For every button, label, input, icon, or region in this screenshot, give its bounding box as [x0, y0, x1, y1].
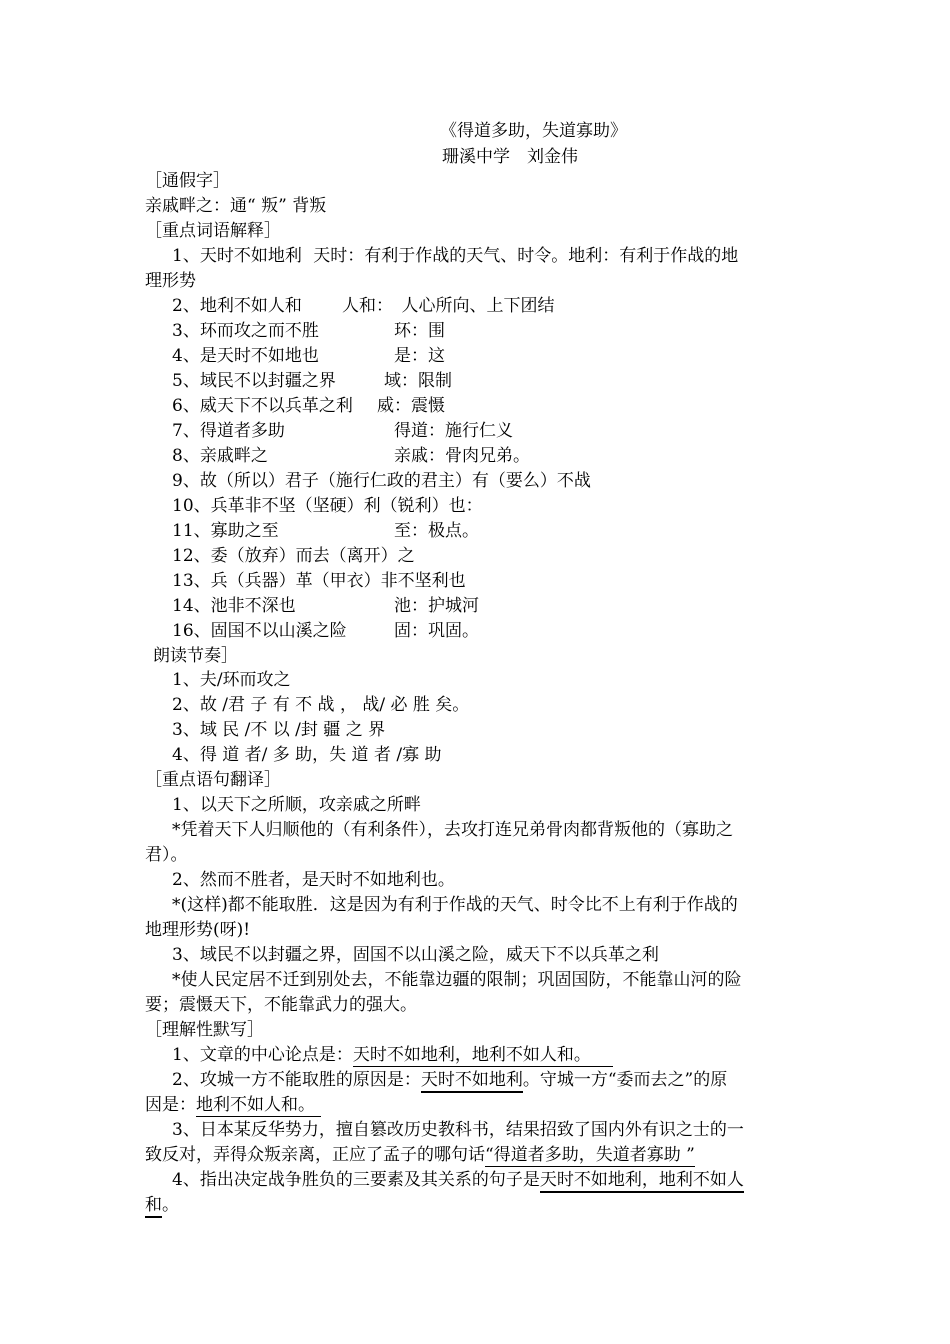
- vocab-item: [172, 494, 812, 519]
- doc-author: 珊溪中学 刘金伟: [442, 147, 578, 167]
- vocab-gloss: 得道：施行仁义: [394, 421, 513, 441]
- vocab-term: 5、域民不以封疆之界: [172, 371, 336, 391]
- dictation-q3: 3、日本某反华势力，擅自篡改历史教科书，结果招致了国内外有识之士的一: [172, 1120, 744, 1140]
- vocab-item: [172, 444, 812, 469]
- vocab-item: [172, 369, 812, 394]
- section-heading-dictation: ［理解性默写］: [145, 1020, 264, 1040]
- dictation-q4-continued: [145, 1193, 810, 1218]
- vocab-item: [172, 294, 812, 319]
- vocab-gloss: 人和： 人心所向、上下团结: [342, 296, 555, 316]
- vocab-gloss: 环：围: [394, 321, 445, 341]
- dictation-q4: [172, 1168, 812, 1193]
- vocab-item: [172, 319, 812, 344]
- vocab-item: [172, 519, 812, 544]
- vocab-item: [172, 469, 812, 494]
- dictation-prompt: 4、指出决定战争胜负的三要素及其关系的句子是: [172, 1170, 540, 1190]
- vocab-term: 13、兵（兵器）革（甲衣）非不坚利也: [172, 571, 466, 591]
- dictation-answer: 和: [145, 1195, 162, 1218]
- dictation-prompt: 2、攻城一方不能取胜的原因是：: [172, 1070, 421, 1090]
- vocab-gloss-continued: 理形势: [145, 271, 196, 291]
- vocab-term: 4、是天时不如地也: [172, 346, 319, 366]
- vocab-term: 10、兵革非不坚（坚硬）利（锐利）也：: [172, 496, 483, 516]
- dictation-answer: 天时不如地利，地利不如人: [540, 1170, 744, 1193]
- vocab-term: 12、委（放弃）而去（离开）之: [172, 546, 415, 566]
- doc-title: 《得道多助，失道寡助》: [440, 121, 627, 141]
- vocab-term: 2、地利不如人和: [172, 296, 302, 316]
- dictation-q1: [172, 1043, 812, 1068]
- rhythm-item: 1、夫/环而攻之: [172, 670, 291, 690]
- translation-text-continued: 君）。: [145, 845, 188, 865]
- vocab-item: [172, 394, 812, 419]
- translation-source: 1、以天下之所顺，攻亲戚之所畔: [172, 795, 421, 815]
- vocab-term: 3、环而攻之而不胜: [172, 321, 319, 341]
- vocab-term: 1、天时不如地利: [172, 246, 302, 266]
- vocab-item: [172, 544, 812, 569]
- dictation-answer: 天时不如地利，地利不如人和。: [353, 1045, 613, 1067]
- dictation-q2: [172, 1068, 812, 1093]
- dictation-answer: 天时不如地利: [421, 1070, 523, 1093]
- translation-text: *使人民定居不迁到别处去，不能靠边疆的限制；巩固国防，不能靠山河的险: [172, 970, 742, 990]
- vocab-gloss: 域：限制: [384, 371, 452, 391]
- section-heading-tongjia: ［通假字］: [145, 171, 230, 191]
- vocab-term: 8、亲戚畔之: [172, 446, 268, 466]
- vocab-term: 9、故（所以）君子（施行仁政的君主）有（要么）不战: [172, 471, 591, 491]
- vocab-term: 14、池非不深也: [172, 596, 296, 616]
- vocab-term: 7、得道者多助: [172, 421, 285, 441]
- tongjia-entry: 亲戚畔之：通“ 叛” 背叛: [145, 196, 327, 216]
- translation-text-continued: 地理形势(呀)!: [145, 920, 251, 940]
- vocab-term: 16、固国不以山溪之险: [172, 621, 347, 641]
- dictation-prompt: 。守城一方“委而去之”的原: [522, 1070, 728, 1090]
- dictation-prompt: 1、文章的中心论点是：: [172, 1045, 353, 1065]
- section-heading-rhythm: 朗读节奏］: [153, 646, 238, 666]
- rhythm-item: 2、故 /君 子 有 不 战 ， 战/ 必 胜 矣。: [172, 695, 470, 715]
- translation-source: 3、域民不以封疆之界，固国不以山溪之险，威天下不以兵革之利: [172, 945, 659, 965]
- dictation-answer: “得道者多助，失道者寡助 ”: [485, 1145, 695, 1165]
- section-heading-translation: ［重点语句翻译］: [145, 770, 281, 790]
- dictation-answer: 地利不如人和。: [196, 1095, 321, 1117]
- vocab-item: [172, 619, 812, 644]
- dictation-prompt: 因是：: [145, 1095, 196, 1115]
- vocab-item: [172, 244, 812, 269]
- vocab-item: [172, 569, 812, 594]
- translation-text: *(这样)都不能取胜．这是因为有利于作战的天气、时令比不上有利于作战的: [172, 895, 738, 915]
- rhythm-item: 3、域 民 /不 以 /封 疆 之 界: [172, 720, 386, 740]
- section-heading-vocab: ［重点词语解释］: [145, 221, 281, 241]
- translation-text-continued: 要；震慑天下，不能靠武力的强大。: [145, 995, 417, 1015]
- translation-source: 2、然而不胜者，是天时不如地利也。: [172, 870, 455, 890]
- vocab-item: [172, 419, 812, 444]
- vocab-gloss: 亲戚：骨肉兄弟。: [394, 446, 530, 466]
- translation-text: *凭着天下人归顺他的（有利条件），去攻打连兄弟骨肉都背叛他的（寡助之: [172, 820, 733, 840]
- vocab-gloss: 至：极点。: [394, 521, 479, 541]
- dictation-q2-continued: [145, 1093, 810, 1118]
- vocab-term: 6、威天下不以兵革之利: [172, 396, 353, 416]
- vocab-item: [172, 344, 812, 369]
- vocab-term: 11、寡助之至: [172, 521, 279, 541]
- vocab-gloss: 是：这: [394, 346, 445, 366]
- dictation-punct: 。: [162, 1195, 179, 1215]
- vocab-gloss: 威：震慑: [377, 396, 445, 416]
- dictation-prompt: 致反对，弄得众叛亲离，正应了孟子的哪句话: [145, 1145, 485, 1165]
- vocab-gloss: 固：巩固。: [394, 621, 479, 641]
- vocab-item: [172, 594, 812, 619]
- dictation-q3-continued: [145, 1143, 810, 1168]
- rhythm-item: 4、得 道 者/ 多 助，失 道 者 /寡 助: [172, 745, 442, 765]
- vocab-gloss: 天时：有利于作战的天气、时令。地利：有利于作战的地: [313, 246, 739, 266]
- vocab-gloss: 池：护城河: [394, 596, 479, 616]
